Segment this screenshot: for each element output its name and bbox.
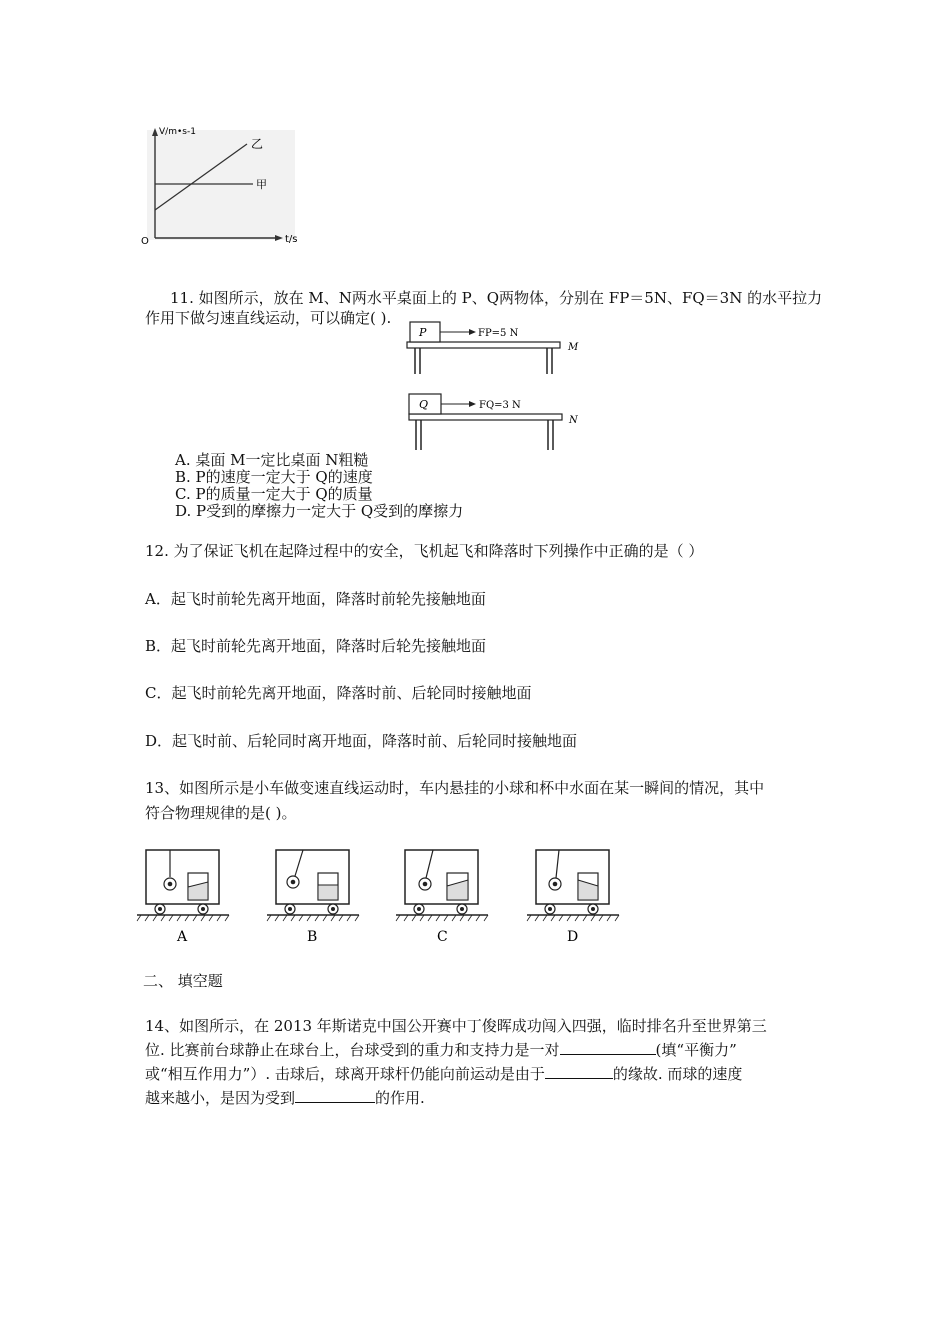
q14-line2-text-b: (填“平衡力”	[655, 1041, 737, 1059]
cart-c	[396, 850, 488, 921]
section-2-heading: 二、 填空题	[143, 972, 223, 990]
velocity-time-graph	[135, 120, 305, 250]
cart-a-label: A	[177, 929, 188, 945]
origin-label: O	[141, 236, 149, 247]
q14-line3-text-a: 或“相互作用力”）. 击球后，球离开球杆仍能向前运动是由于	[145, 1065, 545, 1083]
q14-blank-2[interactable]	[545, 1064, 613, 1079]
q14-line4	[145, 1088, 425, 1108]
table-n-label: N	[569, 415, 578, 426]
q11-option-b: B. P的速度一定大于 Q的速度	[175, 468, 373, 486]
block-p-label: P	[419, 326, 427, 339]
q13-line1: 13、如图所示是小车做变速直线运动时，车内悬挂的小球和杯中水面在某一瞬间的情况，其中	[145, 779, 765, 797]
q12-option-a: A．起飞时前轮先离开地面，降落时前轮先接触地面	[145, 590, 486, 608]
q14-line1: 14、如图所示，在 2013 年斯诺克中国公开赛中丁俊晖成功闯入四强，临时排名升至世界第三	[145, 1017, 767, 1035]
cart-d-label: D	[567, 929, 579, 945]
table-m-label: M	[568, 342, 579, 353]
q14-line4-text-b: 的作用.	[375, 1089, 425, 1107]
yi-label: 乙	[251, 137, 264, 151]
q11-option-d: D. P受到的摩擦力一定大于 Q受到的摩擦力	[175, 502, 464, 520]
cart-d	[527, 850, 619, 921]
force-q-label: FQ=3 N	[479, 400, 521, 411]
table-n-legs	[400, 420, 570, 454]
q11-line2: 作用下做匀速直线运动，可以确定( ).	[145, 309, 392, 327]
q14-line2-text-a: 位. 比赛前台球静止在球台上，台球受到的重力和支持力是一对	[145, 1041, 560, 1059]
q13-line2: 符合物理规律的是( )。	[145, 804, 297, 822]
y-axis-label: V/m•s-1	[159, 127, 196, 137]
q14-blank-1[interactable]	[560, 1040, 656, 1055]
q11-option-a: A. 桌面 M一定比桌面 N粗糙	[175, 451, 369, 469]
q11-option-c: C. P的质量一定大于 Q的质量	[175, 485, 373, 503]
q14-blank-3[interactable]	[295, 1088, 375, 1103]
cart-b-label: B	[307, 929, 318, 945]
cart-a	[137, 850, 229, 921]
q11-line1: 11. 如图所示，放在 M、N两水平桌面上的 P、Q两物体，分别在 FP＝5N、FQ＝3N 的水平拉力	[170, 289, 823, 307]
force-p-label: FP=5 N	[478, 328, 519, 339]
q13-cart-figures	[135, 842, 655, 946]
q14-line3	[145, 1064, 742, 1084]
q14-line4-text-a: 越来越小，是因为受到	[145, 1089, 296, 1107]
cart-c-label: C	[437, 929, 448, 945]
q12-stem: 12. 为了保证飞机在起降过程中的安全，飞机起飞和降落时下列操作中正确的是（ ）	[145, 542, 704, 560]
block-q-label: Q	[419, 398, 429, 411]
jia-label: 甲	[256, 178, 267, 191]
q14-line3-text-b: 的缘故. 而球的速度	[612, 1065, 743, 1083]
cart-b	[267, 850, 359, 921]
q12-option-c: C．起飞时前轮先离开地面，降落时前、后轮同时接触地面	[145, 684, 532, 702]
x-axis-label: t/s	[285, 234, 298, 245]
q14-line2	[145, 1040, 737, 1060]
q12-option-b: B．起飞时前轮先离开地面，降落时后轮先接触地面	[145, 637, 487, 655]
q12-option-d: D．起飞时前、后轮同时离开地面，降落时前、后轮同时接触地面	[145, 732, 578, 750]
q11-figure	[400, 318, 590, 430]
